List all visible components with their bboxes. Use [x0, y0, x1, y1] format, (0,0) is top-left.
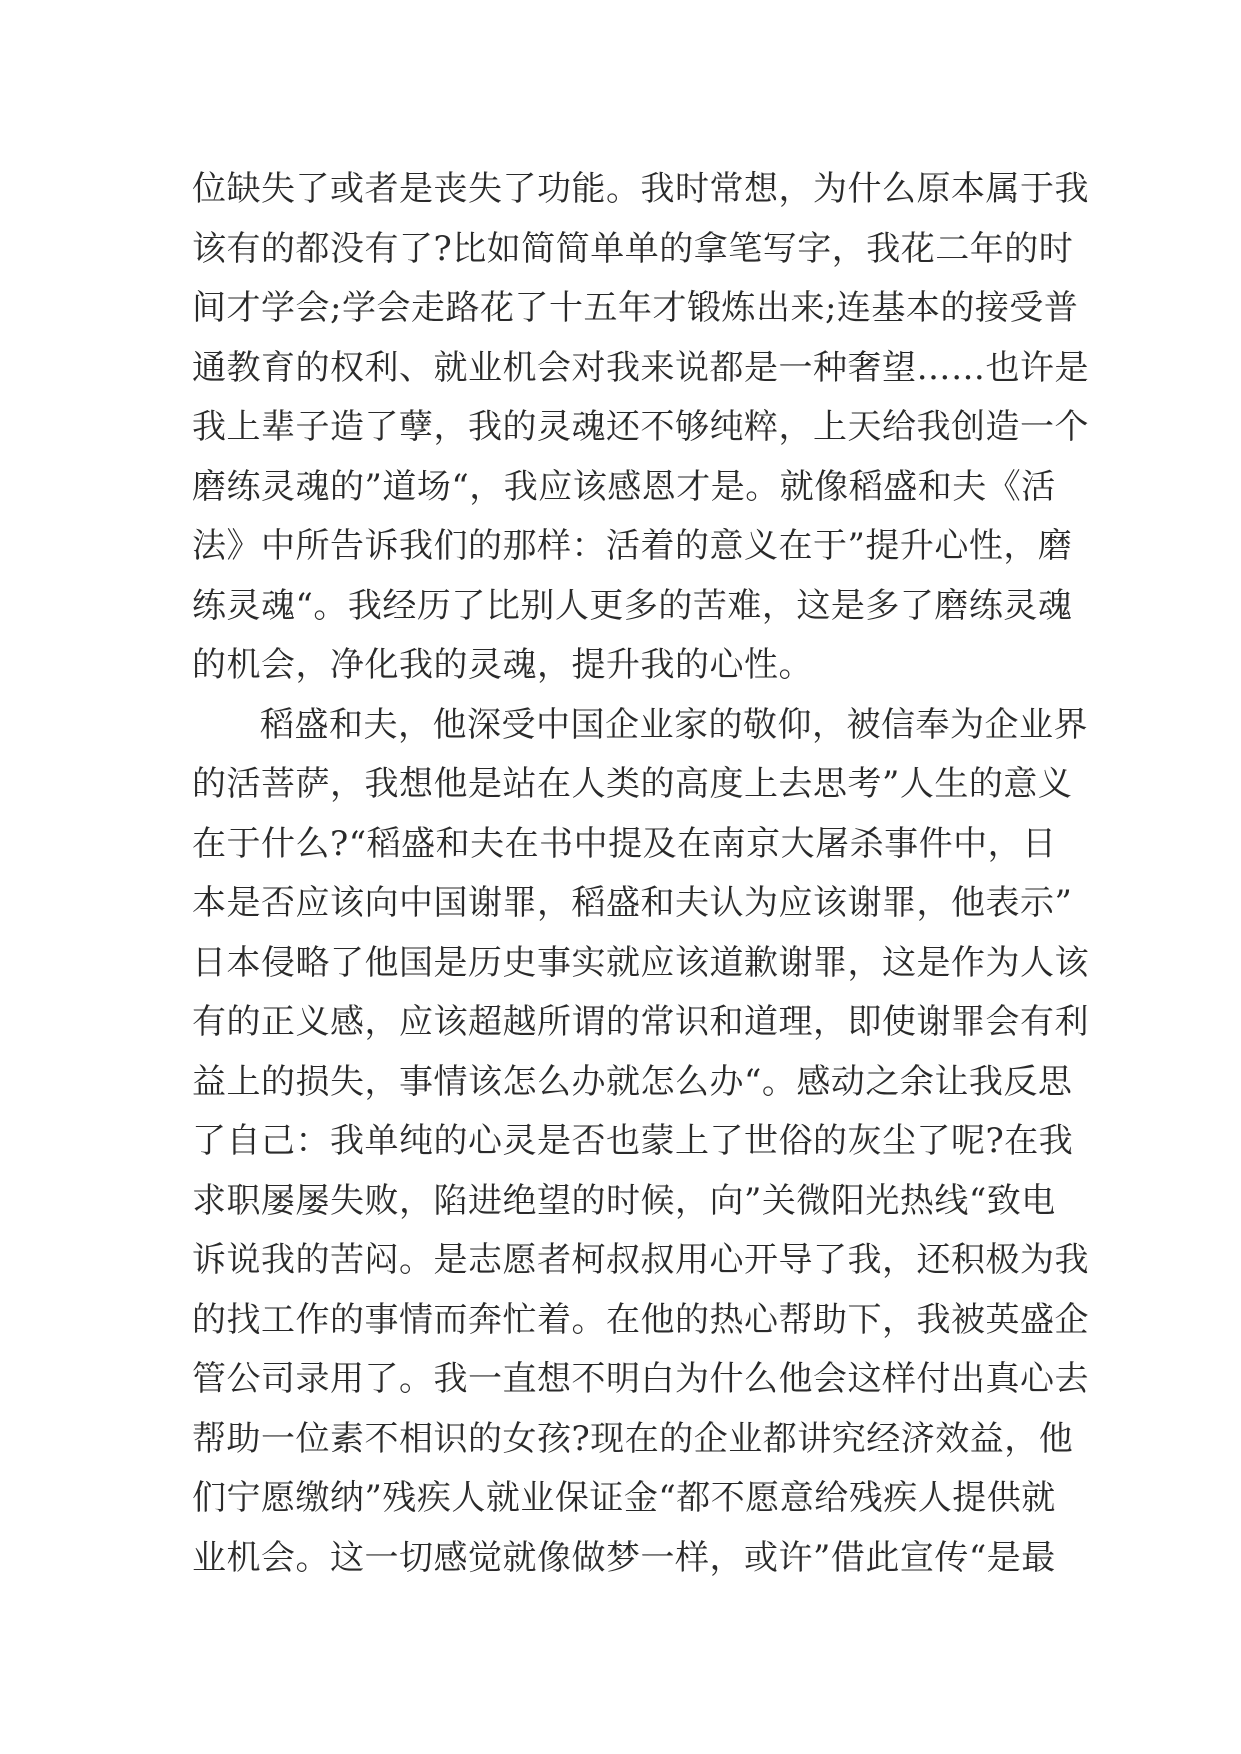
paragraph-start-line: 稻盛和夫，他深受中国企业家的敬仰，被信奉为企业界: [260, 704, 1088, 745]
text-line: 帮助一位素不相识的女孩?现在的企业都讲究经济效益，他: [192, 1418, 1074, 1459]
text-line: 间才学会;学会走路花了十五年才锻炼出来;连基本的接受普: [192, 288, 1079, 328]
text-line: 练灵魂“。我经历了比别人更多的苦难，这是多了磨练灵魂: [192, 585, 1073, 626]
text-line: 法》中所告诉我们的那样：活着的意义在于”提升心性，磨: [192, 526, 1073, 566]
text-line: 我上辈子造了孽，我的灵魂还不够纯粹，上天给我创造一个: [192, 407, 1089, 447]
text-line: 了自己：我单纯的心灵是否也蒙上了世俗的灰尘了呢?在我: [192, 1121, 1074, 1161]
text-line: 有的正义感，应该超越所谓的常识和道理，即使谢罪会有利: [192, 1002, 1089, 1042]
text-line: 的找工作的事情而奔忙着。在他的热心帮助下，我被英盛企: [192, 1299, 1089, 1340]
text-line: 求职屡屡失败，陷进绝望的时候，向”关微阳光热线“致电: [192, 1180, 1056, 1221]
text-line: 通教育的权利、就业机会对我来说都是一种奢望……也许是: [192, 347, 1089, 388]
text-line: 位缺失了或者是丧失了功能。我时常想，为什么原本属于我: [192, 169, 1089, 209]
text-line: 磨练灵魂的”道场“，我应该感恩才是。就像稻盛和夫《活: [192, 466, 1056, 507]
text-line: 日本侵略了他国是历史事实就应该道歉谢罪，这是作为人该: [192, 942, 1089, 983]
text-line: 本是否应该向中国谢罪，稻盛和夫认为应该谢罪，他表示”: [192, 883, 1073, 923]
text-line: 们宁愿缴纳”残疾人就业保证金“都不愿意给残疾人提供就: [192, 1478, 1056, 1518]
text-line: 的机会，净化我的灵魂，提升我的心性。: [192, 645, 813, 685]
text-line: 诉说我的苦闷。是志愿者柯叔叔用心开导了我，还积极为我: [192, 1240, 1089, 1280]
text-line: 业机会。这一切感觉就像做梦一样，或许”借此宣传“是最: [192, 1537, 1056, 1578]
text-line: 在于什么?“稻盛和夫在书中提及在南京大屠杀事件中，日: [192, 823, 1057, 864]
text-line: 该有的都没有了?比如简简单单的拿笔写字，我花二年的时: [192, 228, 1074, 269]
body-text: [192, 160, 1089, 1588]
text-line: 益上的损失，事情该怎么办就怎么办“。感动之余让我反思: [192, 1061, 1073, 1102]
text-line: 的活菩萨，我想他是站在人类的高度上去思考”人生的意义: [192, 764, 1073, 804]
text-line: 管公司录用了。我一直想不明白为什么他会这样付出真心去: [192, 1359, 1089, 1399]
